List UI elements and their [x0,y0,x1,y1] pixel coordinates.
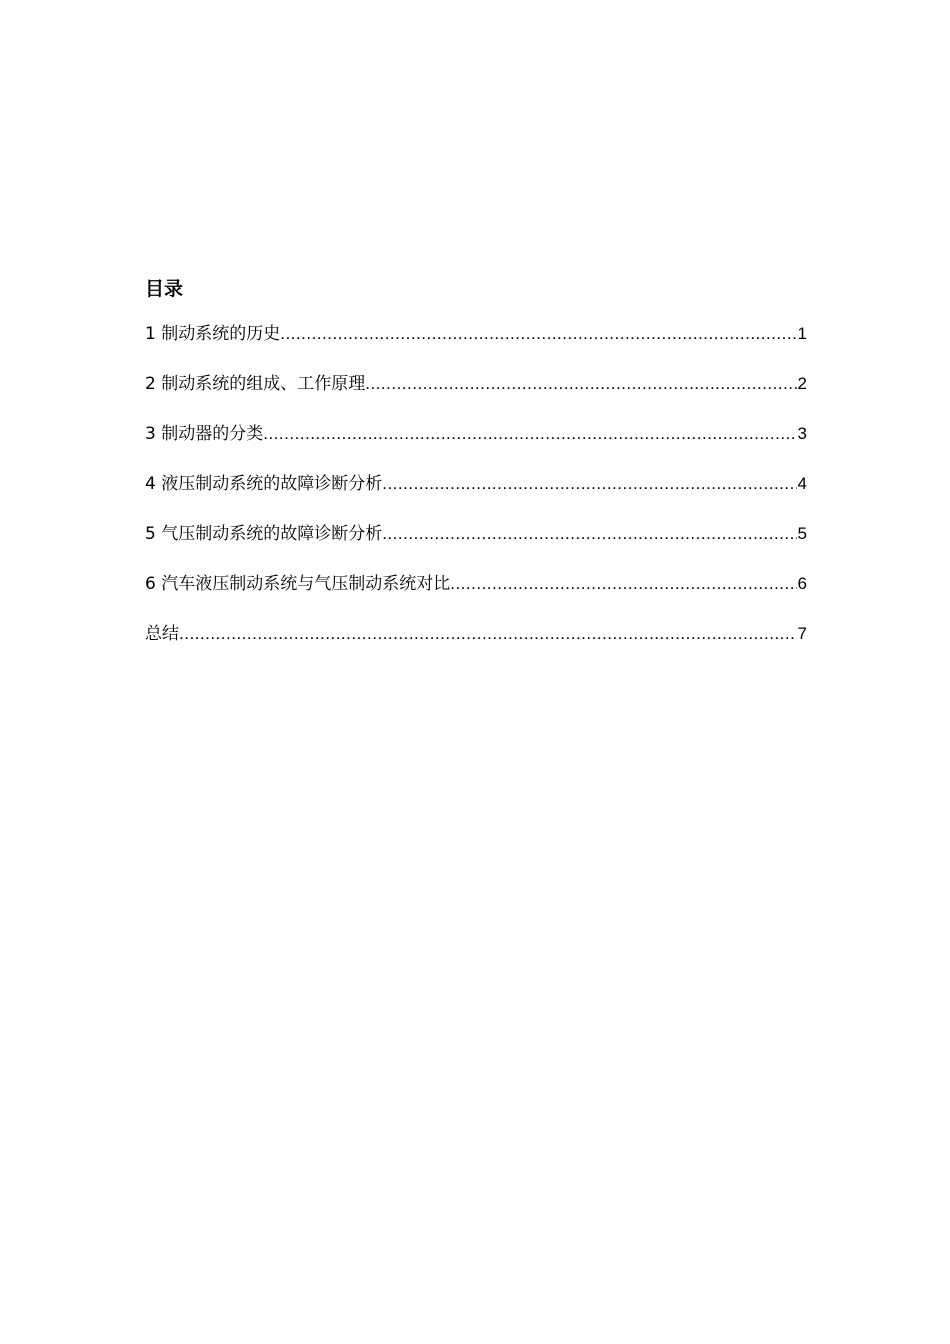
toc-entry-text: 1 制动系统的历史 [145,324,281,344]
toc-entry-text: 4 液压制动系统的故障诊断分析 [145,474,383,494]
toc-title: 目录 [145,278,184,300]
toc-dot-leader [450,572,796,596]
toc-page-number: 1 [797,324,807,343]
toc-entry-1[interactable] [145,322,807,372]
toc-dot-leader [382,472,796,496]
toc-dot-leader [280,322,796,346]
toc-entry-text: 2 制动系统的组成、工作原理 [145,374,366,394]
table-of-contents [145,272,807,672]
toc-entry-text: 总结 [145,624,179,644]
toc-entry-text: 5 气压制动系统的故障诊断分析 [145,524,383,544]
toc-entry-4[interactable] [145,472,807,522]
toc-dot-leader [382,522,796,546]
toc-dot-leader [263,422,796,446]
toc-entry-text: 3 制动器的分类 [145,424,264,444]
toc-page-number: 4 [797,474,807,493]
toc-page-number: 2 [797,374,807,393]
toc-page-number: 7 [797,624,807,643]
toc-entry-3[interactable] [145,422,807,472]
toc-dot-leader [179,622,797,646]
toc-page-number: 6 [797,574,807,593]
toc-page-number: 5 [797,524,807,543]
toc-entry-2[interactable] [145,372,807,422]
toc-entry-text: 6 汽车液压制动系统与气压制动系统对比 [145,574,451,594]
toc-entry-5[interactable] [145,522,807,572]
toc-page-number: 3 [797,424,807,443]
toc-list [145,322,807,672]
toc-entry-7[interactable] [145,622,807,672]
toc-entry-6[interactable] [145,572,807,622]
toc-dot-leader [365,372,796,396]
